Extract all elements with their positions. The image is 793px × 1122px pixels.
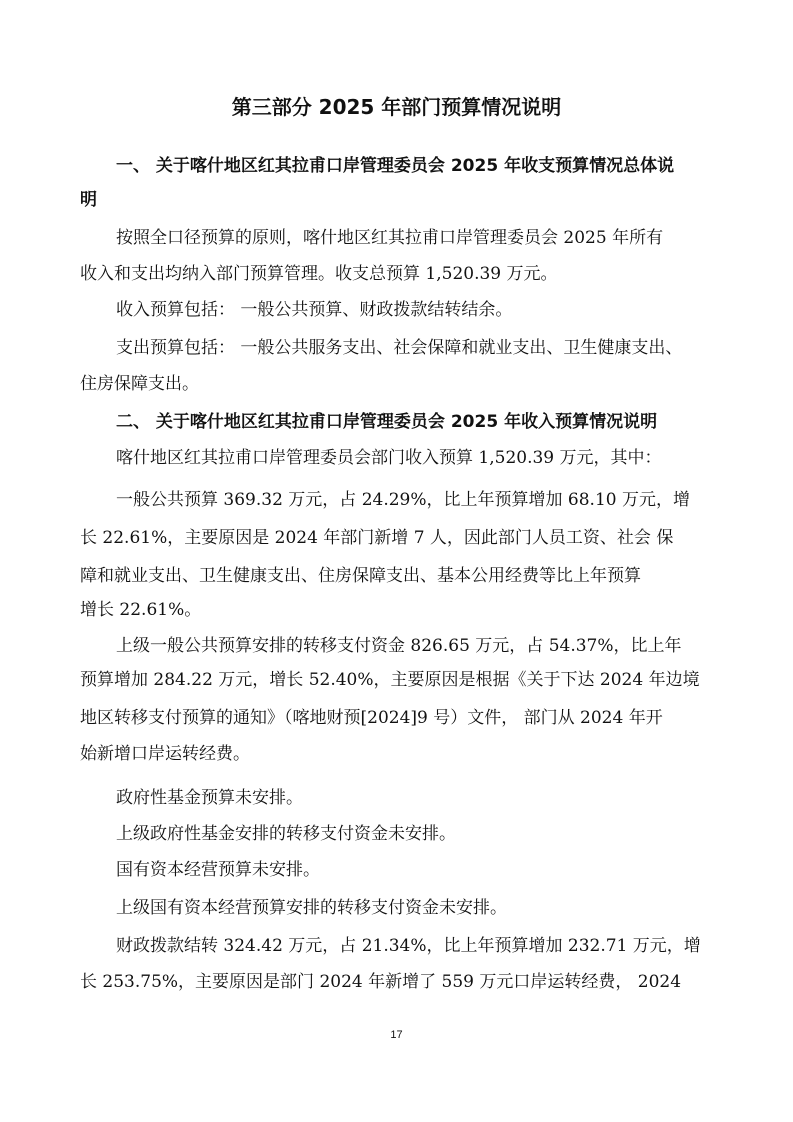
- paragraph-line: 国有资本经营预算未安排。: [116, 860, 320, 880]
- paragraph-line: 上级国有资本经营预算安排的转移支付资金未安排。: [116, 898, 507, 918]
- section-heading-2: 二、 关于喀什地区红其拉甫口岸管理委员会 2025 年收入预算情况说明: [116, 412, 658, 432]
- paragraph-line: 喀什地区红其拉甫口岸管理委员会部门收入预算 1,520.39 万元，其中：: [116, 448, 662, 468]
- page-title: 第三部分 2025 年部门预算情况说明: [231, 95, 562, 119]
- paragraph-line: 增长 22.61%。: [80, 600, 202, 620]
- paragraph-line: 收入和支出均纳入部门预算管理。收支总预算 1,520.39 万元。: [80, 264, 558, 284]
- paragraph-line: 长 253.75%，主要原因是部门 2024 年新增了 559 万元口岸运转经费， 2024: [80, 972, 682, 992]
- section-heading-1: 一、 关于喀什地区红其拉甫口岸管理委员会 2025 年收支预算情况总体说: [116, 156, 675, 176]
- paragraph-line: 住房保障支出。: [80, 374, 199, 394]
- paragraph-line: 按照全口径预算的原则，喀什地区红其拉甫口岸管理委员会 2025 年所有: [116, 228, 664, 248]
- paragraph-line: 预算增加 284.22 万元，增长 52.40%，主要原因是根据《关于下达 2024 年边境: [80, 670, 700, 690]
- paragraph-line: 一般公共预算 369.32 万元，占 24.29%，比上年预算增加 68.10 万元，增: [116, 490, 690, 510]
- paragraph-line: 长 22.61%，主要原因是 2024 年部门新增 7 人，因此部门人员工资、社会 保: [80, 528, 674, 548]
- section-heading-1-cont: 明: [80, 190, 97, 210]
- paragraph-line: 财政拨款结转 324.42 万元，占 21.34%，比上年预算增加 232.71 万元，增: [116, 936, 701, 956]
- paragraph-line: 收入预算包括： 一般公共预算、财政拨款结转结余。: [116, 300, 513, 320]
- paragraph-line: 障和就业支出、卫生健康支出、住房保障支出、基本公用经费等比上年预算: [80, 566, 641, 586]
- paragraph-line: 上级一般公共预算安排的转移支付资金 826.65 万元，占 54.37%，比上年: [116, 636, 682, 656]
- paragraph-line: 地区转移支付预算的通知》（喀地财预[2024]9 号）文件， 部门从 2024 年开: [80, 708, 663, 728]
- paragraph-line: 政府性基金预算未安排。: [116, 788, 303, 808]
- paragraph-line: 支出预算包括： 一般公共服务支出、社会保障和就业支出、卫生健康支出、: [116, 338, 683, 358]
- paragraph-line: 上级政府性基金安排的转移支付资金未安排。: [116, 824, 456, 844]
- paragraph-line: 始新增口岸运转经费。: [80, 744, 250, 764]
- page-number: 17: [390, 1029, 403, 1041]
